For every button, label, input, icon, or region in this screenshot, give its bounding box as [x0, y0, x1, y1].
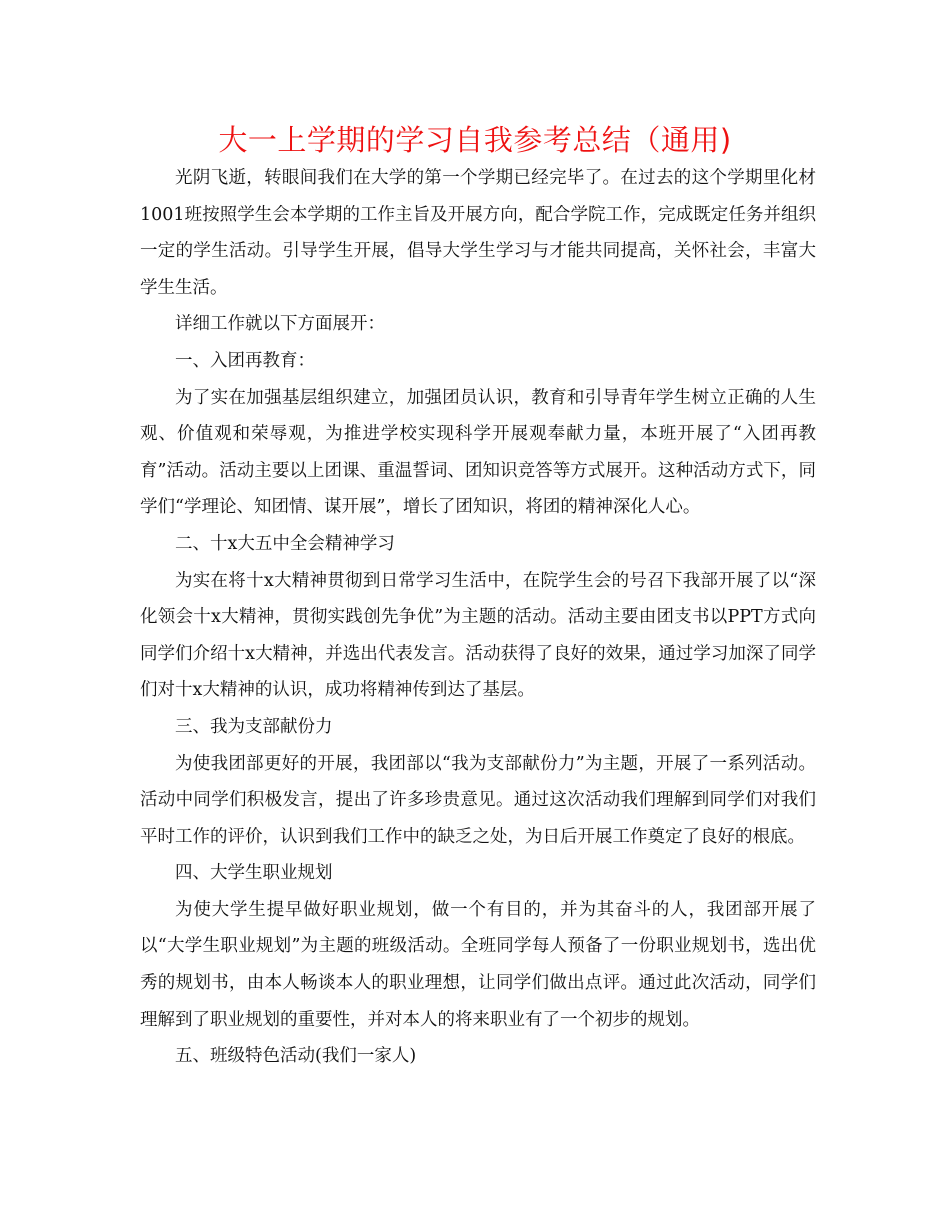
section-heading-5: 五、班级特色活动(我们一家人)	[175, 1046, 417, 1067]
section-heading-1: 一、入团再教育：	[175, 350, 315, 371]
section-heading-2: 二、十x大五中全会精神学习	[175, 533, 395, 554]
paragraph-section-2: 为实在将十x大精神贯彻到日常学习生活中，在院学生会的号召下我部开展了以“深化领会十x大精神，贯彻实践创先争优”为主题的活动。活动主要由团支书以PPT方式向同学们介绍十x大精神，并选出代表发言。活动获得了良好的效果，通过学习加深了同学们对十x大精神的认识，成功将精神传到达了基层。	[140, 570, 816, 701]
section-heading-4: 四、大学生职业规划	[175, 863, 333, 884]
paragraph-section-1: 为了实在加强基层组织建立，加强团员认识，教育和引导青年学生树立正确的人生观、价值观和荣辱观，为推进学校实现科学开展观奉献力量，本班开展了“入团再教育”活动。活动主要以上团课、重温誓词、团知识竞答等方式展开。这种活动方式下，同学们“学理论、知团情、谋开展”，增长了团知识，将团的精神深化人心。	[140, 387, 816, 518]
paragraph-section-3: 为使我团部更好的开展，我团部以“我为支部献份力”为主题，开展了一系列活动。活动中同学们积极发言，提出了许多珍贵意见。通过这次活动我们理解到同学们对我们平时工作的评价，认识到我们工作中的缺乏之处，为日后开展工作奠定了良好的根底。	[140, 753, 816, 847]
document-body	[140, 160, 816, 1075]
paragraph-intro: 光阴飞逝，转眼间我们在大学的第一个学期已经完毕了。在过去的这个学期里化材1001班按照学生会本学期的工作主旨及开展方向，配合学院工作，完成既定任务并组织一定的学生活动。引导学生开展，倡导大学生学习与才能共同提高，关怀社会，丰富大学生生活。	[140, 168, 816, 298]
section-heading-3: 三、我为支部献份力	[175, 716, 333, 737]
document-title: 大一上学期的学习自我参考总结（通用)	[218, 123, 732, 157]
paragraph-work-overview: 详细工作就以下方面展开：	[175, 314, 385, 335]
paragraph-section-4: 为使大学生提早做好职业规划，做一个有目的，并为其奋斗的人，我团部开展了以“大学生职业规划”为主题的班级活动。全班同学每人预备了一份职业规划书，选出优秀的规划书，由本人畅谈本人的职业理想，让同学们做出点评。通过此次活动，同学们理解到了职业规划的重要性，并对本人的将来职业有了一个初步的规划。	[140, 899, 816, 1030]
